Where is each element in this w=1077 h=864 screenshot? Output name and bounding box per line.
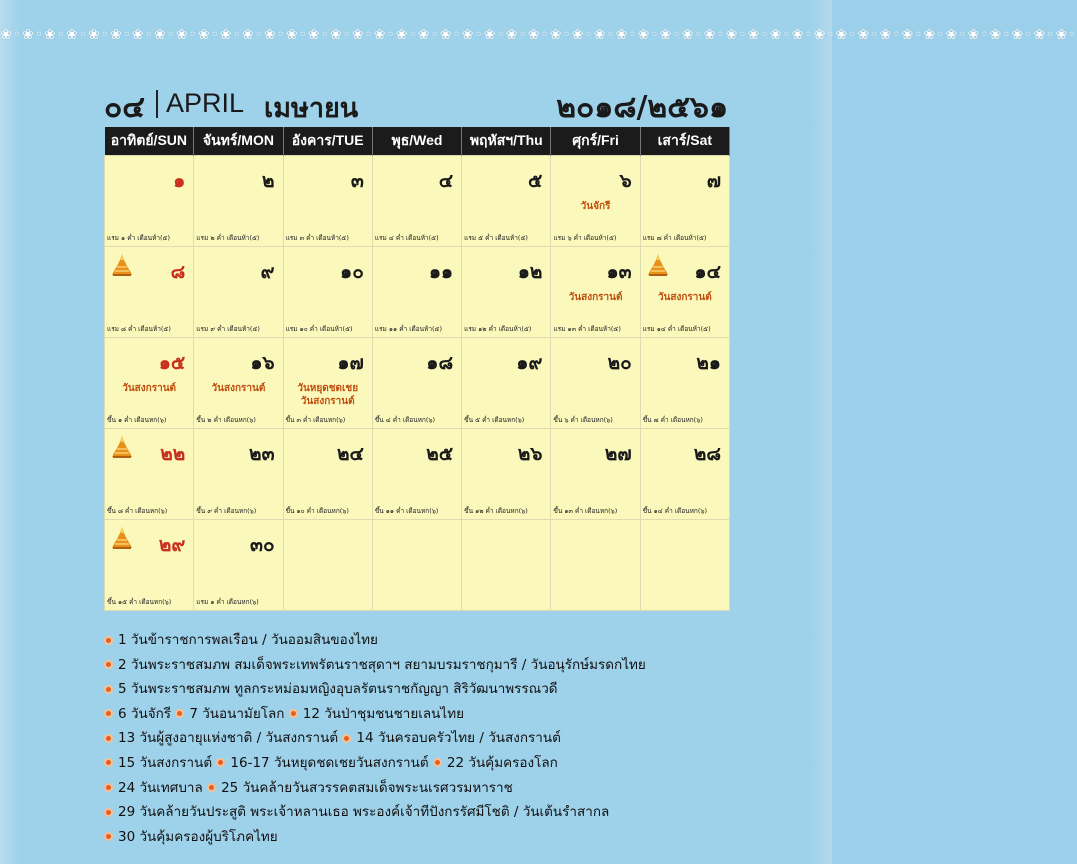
day-cell bbox=[640, 156, 729, 247]
week-row bbox=[105, 156, 730, 247]
weekday-tue: อังคาร/TUE bbox=[283, 127, 372, 156]
day-cell bbox=[194, 429, 283, 520]
weekday-sun: อาทิตย์/SUN bbox=[105, 127, 194, 156]
lunar-date: แรม ๓ ค่ำ เดือนห้า(๕) bbox=[285, 234, 349, 242]
day-cell bbox=[462, 156, 551, 247]
bullet-icon bbox=[175, 709, 184, 718]
day-cell bbox=[105, 338, 194, 429]
lunar-date: แรม ๘ ค่ำ เดือนห้า(๕) bbox=[107, 325, 171, 333]
day-cell bbox=[194, 338, 283, 429]
day-cell bbox=[551, 247, 640, 338]
lunar-date: ขึ้น ๑๒ ค่ำ เดือนหก(๖) bbox=[464, 507, 528, 515]
day-number: ๑๙ bbox=[516, 352, 543, 374]
lunar-date: แรม ๖ ค่ำ เดือนห้า(๕) bbox=[553, 234, 617, 242]
legend-line bbox=[104, 702, 804, 727]
day-number: ๒๐ bbox=[607, 352, 632, 374]
holiday-legend bbox=[104, 628, 804, 849]
legend-text: 15 วันสงกรานต์ bbox=[118, 754, 213, 771]
day-number: ๒๔ bbox=[336, 443, 364, 465]
lunar-date: ขึ้น ๑๓ ค่ำ เดือนหก(๖) bbox=[553, 507, 618, 515]
weekday-header-row bbox=[105, 127, 730, 156]
bullet-icon bbox=[104, 734, 113, 743]
lunar-date: ขึ้น ๖ ค่ำ เดือนหก(๖) bbox=[553, 416, 613, 424]
day-cell bbox=[462, 338, 551, 429]
weekday-fri: ศุกร์/Fri bbox=[551, 127, 640, 156]
legend-text: 7 วันอนามัยโลก bbox=[189, 705, 285, 722]
month-name-thai: เมษายน bbox=[264, 93, 359, 124]
legend-text: 14 วันครอบครัวไทย / วันสงกรานต์ bbox=[356, 730, 561, 747]
lunar-date: แรม ๑๓ ค่ำ เดือนห้า(๕) bbox=[553, 325, 621, 333]
holiday-name: วันสงกรานต์ bbox=[211, 383, 266, 394]
day-number: ๕ bbox=[528, 170, 543, 192]
lunar-date: ขึ้น ๑๕ ค่ำ เดือนหก(๖) bbox=[107, 598, 172, 606]
lunar-date: แรม ๑ ค่ำ เดือนหก(๖) bbox=[196, 598, 259, 606]
weekday-mon: จันทร์/MON bbox=[194, 127, 283, 156]
day-number: ๒๘ bbox=[693, 443, 721, 465]
lunar-date: แรม ๙ ค่ำ เดือนห้า(๕) bbox=[196, 325, 260, 333]
temple-icon bbox=[111, 435, 133, 459]
lunar-date: แรม ๒ ค่ำ เดือนห้า(๕) bbox=[196, 234, 260, 242]
bullet-icon bbox=[104, 832, 113, 841]
lunar-date: แรม ๕ ค่ำ เดือนห้า(๕) bbox=[464, 234, 528, 242]
bullet-icon bbox=[104, 685, 113, 694]
day-number: ๑ bbox=[173, 170, 186, 192]
holiday-label bbox=[194, 382, 282, 395]
day-number: ๖ bbox=[619, 170, 632, 192]
legend-text: 30 วันคุ้มครองผู้บริโภคไทย bbox=[118, 828, 278, 845]
day-cell bbox=[372, 247, 461, 338]
holiday-label bbox=[551, 200, 639, 213]
holiday-name: วันหยุดชดเชย bbox=[297, 383, 359, 394]
bullet-icon bbox=[207, 783, 216, 792]
temple-icon bbox=[111, 526, 133, 550]
weekday-thu: พฤหัสฯ/Thu bbox=[462, 127, 551, 156]
day-cell bbox=[372, 429, 461, 520]
day-number: ๑๔ bbox=[694, 261, 721, 283]
legend-line bbox=[104, 825, 804, 850]
day-number: ๑๘ bbox=[426, 352, 454, 374]
lunar-date: ขึ้น ๙ ค่ำ เดือนหก(๖) bbox=[196, 507, 257, 515]
day-number: ๒๒ bbox=[160, 443, 186, 465]
day-cell bbox=[105, 520, 194, 611]
legend-text: 13 วันผู้สูงอายุแห่งชาติ / วันสงกรานต์ bbox=[118, 730, 339, 747]
day-number: ๑๕ bbox=[158, 352, 186, 374]
day-number: ๒๖ bbox=[517, 443, 543, 465]
lunar-date: ขึ้น ๘ ค่ำ เดือนหก(๖) bbox=[107, 507, 168, 515]
empty-day-cell bbox=[462, 520, 551, 611]
day-cell bbox=[640, 338, 729, 429]
week-row bbox=[105, 247, 730, 338]
calendar-grid bbox=[104, 127, 730, 611]
day-number: ๒๗ bbox=[604, 443, 632, 465]
month-number: ๐๔ bbox=[104, 90, 146, 125]
weekday-sat: เสาร์/Sat bbox=[640, 127, 729, 156]
day-number: ๑๖ bbox=[250, 352, 275, 374]
holiday-label bbox=[105, 382, 193, 395]
day-number: ๒๙ bbox=[158, 534, 186, 556]
lunar-date: ขึ้น ๑๔ ค่ำ เดือนหก(๖) bbox=[642, 507, 708, 515]
day-number: ๓๐ bbox=[249, 534, 275, 556]
empty-day-cell bbox=[551, 520, 640, 611]
week-row bbox=[105, 429, 730, 520]
empty-day-cell bbox=[640, 520, 729, 611]
year: ๒๐๑๘/๒๕๖๑ bbox=[556, 90, 728, 125]
legend-text: 29 วันคล้ายวันประสูติ พระเจ้าหลานเธอ พระองค์เจ้าทีปังกรรัศมีโชติ / วันเต้นรำสากล bbox=[118, 804, 610, 821]
legend-text: 12 วันป่าชุมชนชายเลนไทย bbox=[302, 705, 464, 722]
day-cell bbox=[283, 247, 372, 338]
lunar-date: แรม ๑๐ ค่ำ เดือนห้า(๕) bbox=[285, 325, 353, 333]
legend-line bbox=[104, 628, 804, 653]
bullet-icon bbox=[216, 758, 225, 767]
day-cell bbox=[105, 247, 194, 338]
day-cell bbox=[551, 156, 640, 247]
day-number: ๒ bbox=[262, 170, 275, 192]
lunar-date: แรม ๑๑ ค่ำ เดือนห้า(๕) bbox=[374, 325, 442, 333]
bullet-icon bbox=[104, 808, 113, 817]
empty-day-cell bbox=[372, 520, 461, 611]
legend-line bbox=[104, 800, 804, 825]
day-number: ๑๒ bbox=[517, 261, 543, 283]
lunar-date: ขึ้น ๑๑ ค่ำ เดือนหก(๖) bbox=[374, 507, 439, 515]
day-number: ๑๑ bbox=[429, 261, 454, 283]
holiday-name: วันจักรี bbox=[580, 201, 611, 212]
day-cell bbox=[462, 429, 551, 520]
day-number: ๒๓ bbox=[249, 443, 275, 465]
day-number: ๘ bbox=[170, 261, 186, 283]
day-cell bbox=[194, 520, 283, 611]
holiday-name: วันสงกรานต์ bbox=[568, 292, 623, 303]
bullet-icon bbox=[104, 783, 113, 792]
day-number: ๒๑ bbox=[696, 352, 721, 374]
lunar-date: แรม ๑๔ ค่ำ เดือนห้า(๕) bbox=[642, 325, 711, 333]
week-row bbox=[105, 520, 730, 611]
legend-text: 1 วันข้าราชการพลเรือน / วันออมสินของไทย bbox=[118, 632, 378, 648]
legend-text: 24 วันเทศบาล bbox=[118, 779, 203, 796]
day-cell bbox=[194, 156, 283, 247]
lunar-date: แรม ๑๒ ค่ำ เดือนห้า(๕) bbox=[464, 325, 532, 333]
holiday-name-2: วันสงกรานต์ bbox=[300, 396, 355, 407]
day-cell bbox=[372, 338, 461, 429]
divider bbox=[156, 90, 158, 118]
legend-text: 5 วันพระราชสมภพ ทูลกระหม่อมหญิงอุบลรัตนราชกัญญา สิริวัฒนาพรรณวดี bbox=[118, 681, 558, 698]
bullet-icon bbox=[104, 709, 113, 718]
weekday-wed: พุธ/Wed bbox=[372, 127, 461, 156]
day-number: ๓ bbox=[350, 170, 364, 192]
lunar-date: แรม ๗ ค่ำ เดือนห้า(๕) bbox=[642, 234, 707, 242]
temple-icon bbox=[111, 253, 133, 277]
day-cell bbox=[105, 156, 194, 247]
holiday-label bbox=[641, 291, 729, 304]
lunar-date: แรม ๑ ค่ำ เดือนห้า(๕) bbox=[107, 234, 171, 242]
day-cell bbox=[283, 338, 372, 429]
bullet-icon bbox=[104, 758, 113, 767]
day-cell bbox=[105, 429, 194, 520]
lunar-date: ขึ้น ๔ ค่ำ เดือนหก(๖) bbox=[374, 416, 436, 424]
legend-line bbox=[104, 726, 804, 751]
lunar-date: ขึ้น ๓ ค่ำ เดือนหก(๖) bbox=[285, 416, 346, 424]
day-number: ๙ bbox=[260, 261, 275, 283]
bullet-icon bbox=[104, 636, 113, 645]
day-number: ๗ bbox=[706, 170, 721, 192]
day-cell bbox=[194, 247, 283, 338]
legend-text: 22 วันคุ้มครองโลก bbox=[446, 754, 558, 771]
legend-text: 2 วันพระราชสมภพ สมเด็จพระเทพรัตนราชสุดาฯ สยามบรมราชกุมารี / วันอนุรักษ์มรดกไทย bbox=[118, 656, 646, 673]
lunar-date: ขึ้น ๑ ค่ำ เดือนหก(๖) bbox=[107, 416, 167, 424]
day-cell bbox=[462, 247, 551, 338]
week-row bbox=[105, 338, 730, 429]
legend-text: 6 วันจักรี bbox=[118, 705, 172, 722]
legend-line bbox=[104, 751, 804, 776]
legend-line bbox=[104, 776, 804, 801]
empty-day-cell bbox=[283, 520, 372, 611]
holiday-name: วันสงกรานต์ bbox=[122, 383, 177, 394]
holiday-label bbox=[284, 382, 372, 408]
day-cell bbox=[551, 338, 640, 429]
day-number: ๔ bbox=[438, 170, 454, 192]
lunar-date: ขึ้น ๒ ค่ำ เดือนหก(๖) bbox=[196, 416, 256, 424]
lunar-date: แรม ๔ ค่ำ เดือนห้า(๕) bbox=[374, 234, 439, 242]
day-cell bbox=[283, 156, 372, 247]
holiday-label bbox=[551, 291, 639, 304]
lunar-date: ขึ้น ๑๐ ค่ำ เดือนหก(๖) bbox=[285, 507, 349, 515]
day-number: ๑๐ bbox=[340, 261, 364, 283]
lunar-date: ขึ้น ๕ ค่ำ เดือนหก(๖) bbox=[464, 416, 525, 424]
bullet-icon bbox=[342, 734, 351, 743]
day-number: ๒๕ bbox=[426, 443, 454, 465]
legend-line bbox=[104, 653, 804, 678]
decorative-border: ❀◦❀◦❀◦❀◦❀◦❀◦❀◦❀◦❀◦❀◦❀◦❀◦❀◦❀◦❀◦❀◦❀◦❀◦❀◦❀◦❀◦❀◦❀◦❀◦❀◦❀◦❀◦❀◦❀◦❀◦❀◦❀◦❀◦❀◦❀◦❀◦❀◦❀◦❀◦❀◦❀◦❀◦❀◦❀◦❀◦❀◦❀◦❀◦❀◦ bbox=[0, 27, 1077, 43]
day-cell bbox=[372, 156, 461, 247]
month-name-english: APRIL bbox=[166, 88, 245, 118]
legend-line bbox=[104, 677, 804, 702]
day-cell bbox=[640, 247, 729, 338]
bullet-icon bbox=[104, 660, 113, 669]
bullet-icon bbox=[433, 758, 442, 767]
lunar-date: ขึ้น ๗ ค่ำ เดือนหก(๖) bbox=[642, 416, 703, 424]
legend-text: 25 วันคล้ายวันสวรรคตสมเด็จพระนเรศวรมหาราช bbox=[221, 779, 513, 796]
day-cell bbox=[640, 429, 729, 520]
calendar-header bbox=[104, 84, 732, 124]
temple-icon bbox=[647, 253, 669, 277]
holiday-name: วันสงกรานต์ bbox=[657, 292, 712, 303]
day-number: ๑๓ bbox=[606, 261, 632, 283]
day-cell bbox=[551, 429, 640, 520]
day-cell bbox=[283, 429, 372, 520]
bullet-icon bbox=[289, 709, 298, 718]
day-number: ๑๗ bbox=[337, 352, 364, 374]
legend-text: 16-17 วันหยุดชดเชยวันสงกรานต์ bbox=[230, 754, 429, 771]
